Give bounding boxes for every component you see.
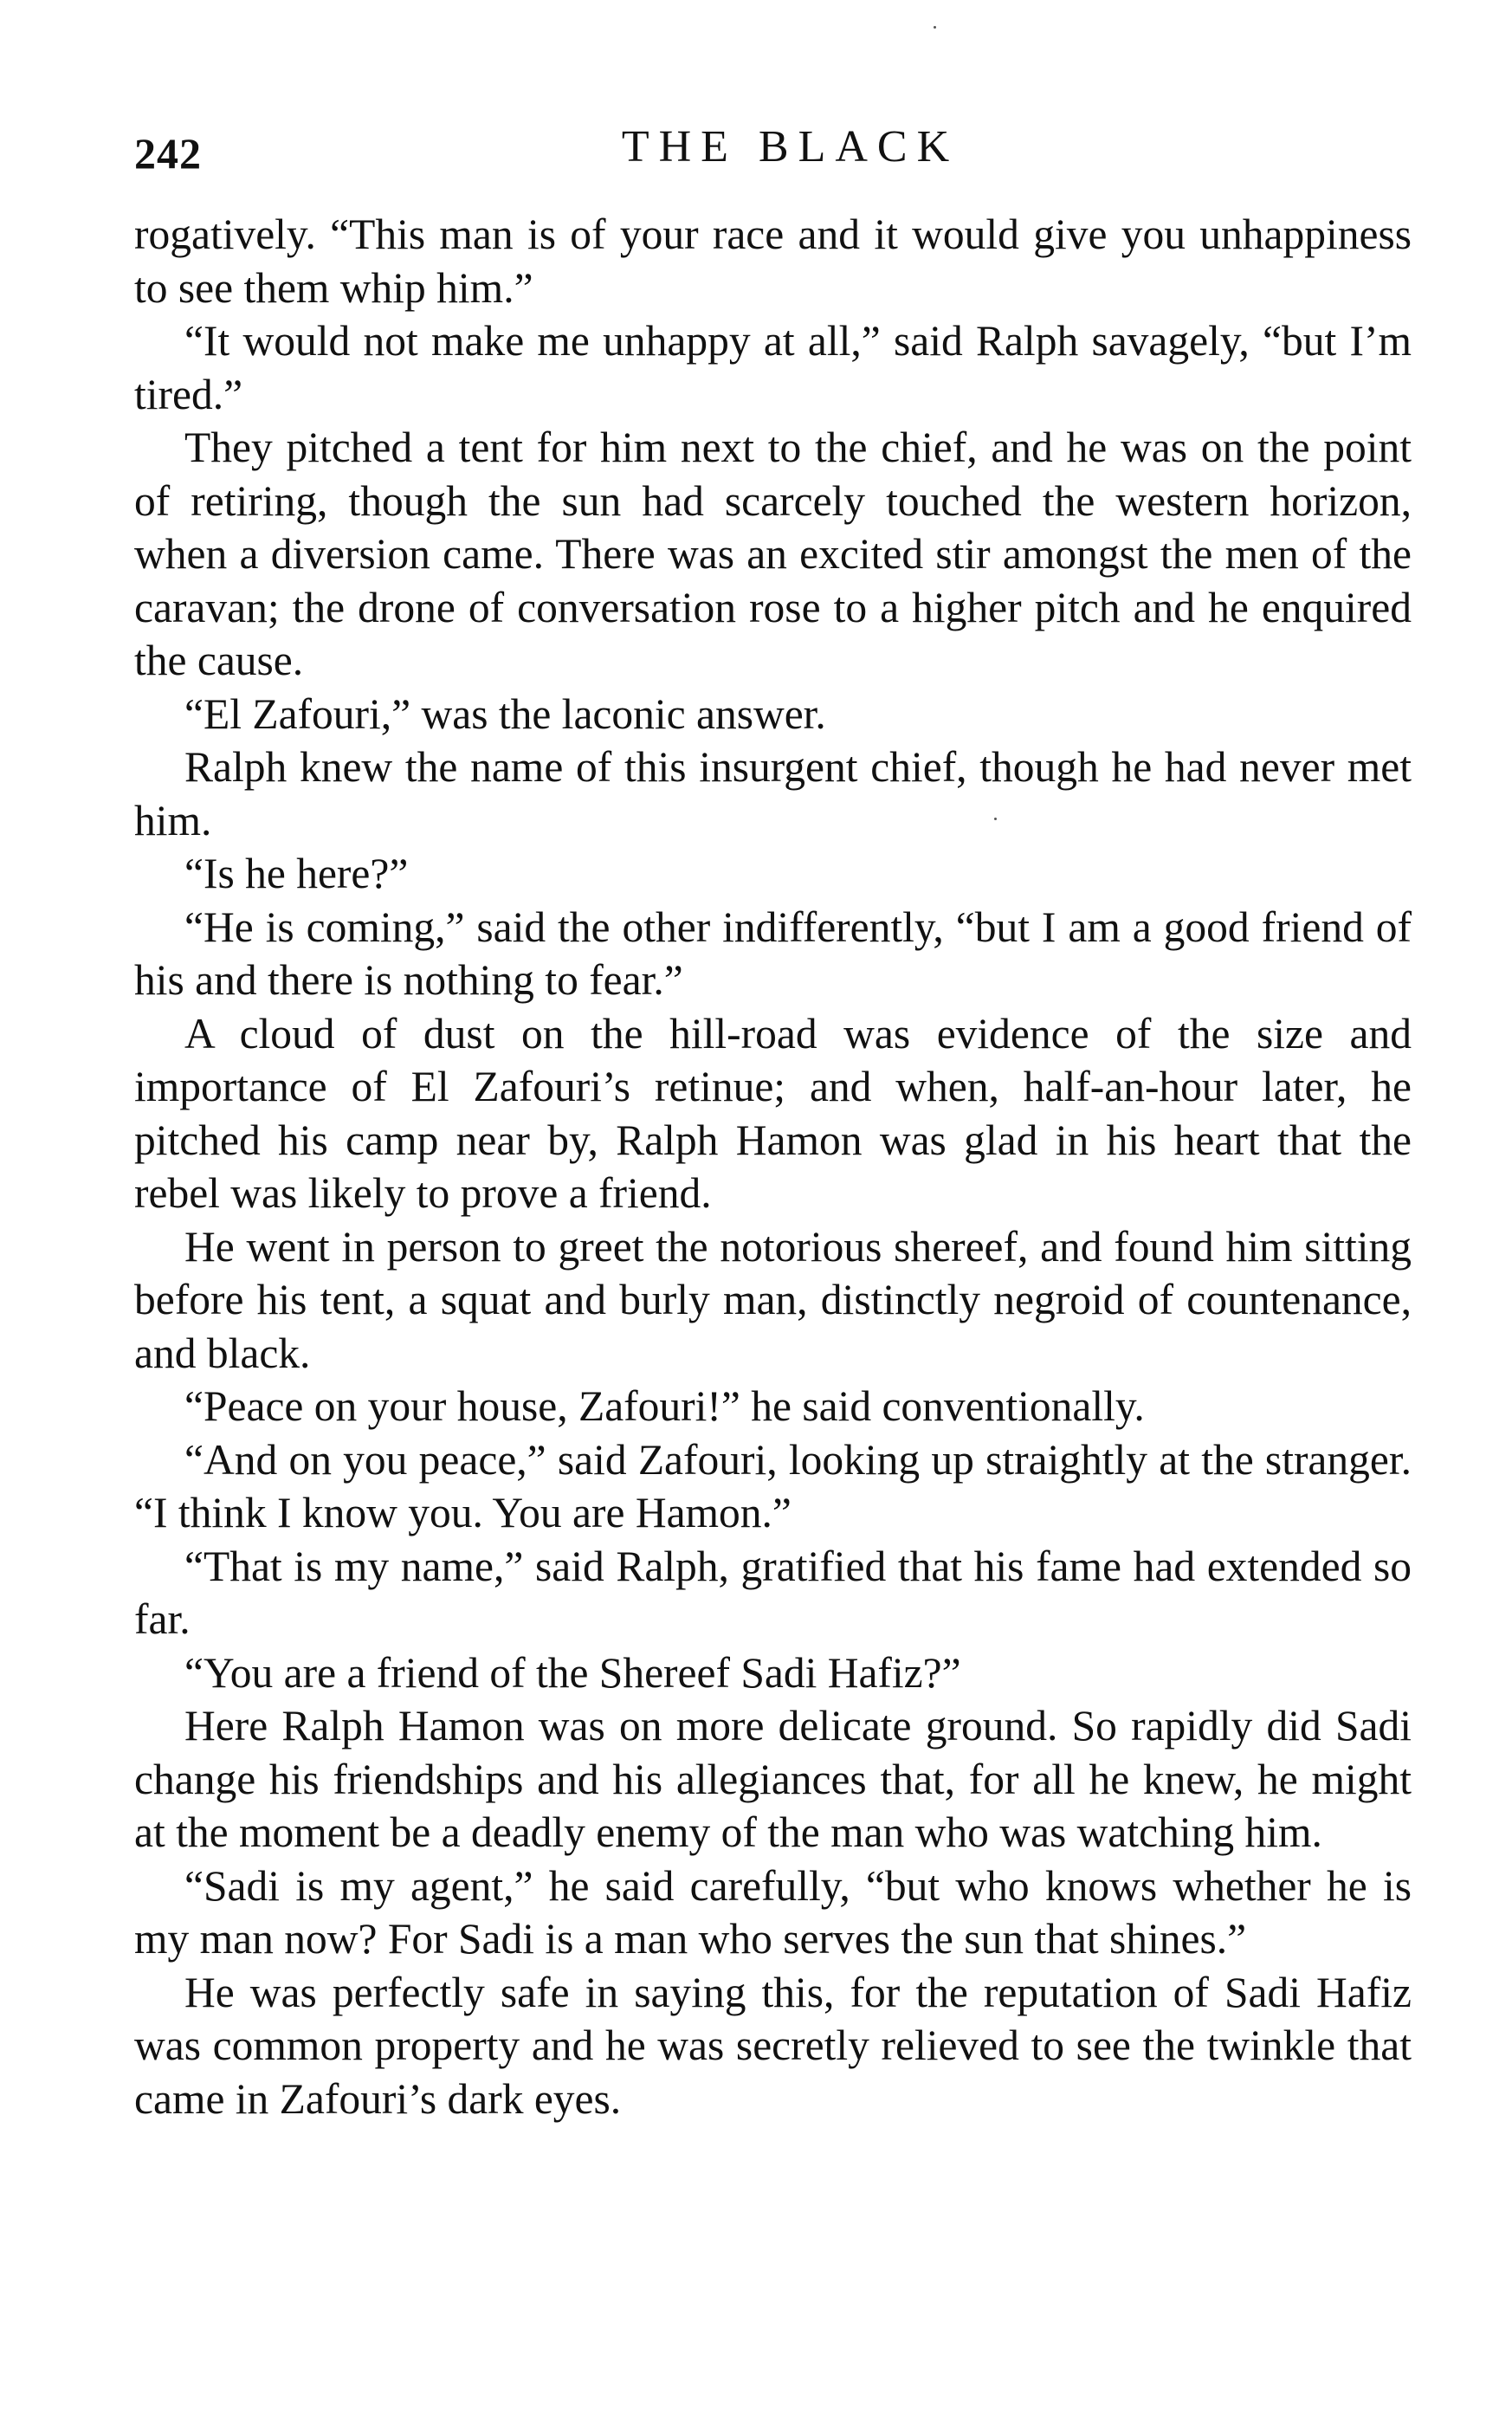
paragraph: “Is he here?” [184, 850, 409, 897]
paragraph: rogatively. “This man is of your race and it would give you unhappiness to see them whip him.” [134, 210, 1412, 312]
paragraph: He was perfectly safe in saying this, for the reputation of Sadi Hafiz was common property and he was secretly relieved to see the twinkle that came in Zafouri’s dark eyes. [134, 1968, 1412, 2123]
paragraph: “And on you peace,” said Zafouri, looking up straightly at the stranger. “I think I know you. You are Hamon.” [134, 1435, 1412, 1536]
paragraph: He went in person to greet the notorious shereef, and found him sitting before his tent, a squat and burly man, distinctly negroid of countenance, and black. [134, 1222, 1412, 1377]
paragraph: “El Zafouri,” was the laconic answer. [184, 689, 826, 738]
running-head [134, 121, 1412, 182]
paragraph: “You are a friend of the Shereef Sadi Hafiz?” [184, 1648, 961, 1697]
paragraph: “It would not make me unhappy at all,” said Ralph savagely, “but I’m tired.” [134, 317, 1412, 418]
paragraph: Ralph knew the name of this insurgent chief, though he had never met him. [134, 743, 1412, 844]
paragraph: A cloud of dust on the hill-road was evidence of the size and importance of El Zafouri’s retinue; and when, half-an-hour later, he pitched his camp near by, Ralph Hamon was glad in his heart that the rebel was likely to prove a friend. [134, 1009, 1412, 1217]
running-title: THE BLACK [621, 122, 960, 171]
paragraph: They pitched a tent for him next to the chief, and he was on the point of retiring, though the sun had scarcely touched the western horizon, when a diversion came. There was an excited stir amongst the men of the caravan; the drone of conversation rose to a higher pitch and he enquired the cause. [134, 424, 1412, 684]
paragraph: Here Ralph Hamon was on more delicate ground. So rapidly did Sadi change his friendships and his allegiances that, for all he knew, he might at the moment be a deadly enemy of the man who was watching him. [134, 1702, 1412, 1856]
paragraph: “Peace on your house, Zafouri!” he said conventionally. [184, 1382, 1145, 1430]
paragraph: “Sadi is my agent,” he said carefully, “but who knows whether he is my man now? For Sadi is a man who serves the sun that shines.” [134, 1861, 1412, 1963]
paragraph: “That is my name,” said Ralph, gratified that his fame had extended so far. [134, 1542, 1412, 1643]
book-page [134, 121, 1412, 2125]
page-number: 242 [134, 129, 202, 178]
paper-speck [934, 26, 936, 29]
paragraph: “He is coming,” said the other indifferently, “but I am a good friend of his and there is nothing to fear.” [134, 902, 1412, 1004]
body-text [134, 208, 1412, 2125]
